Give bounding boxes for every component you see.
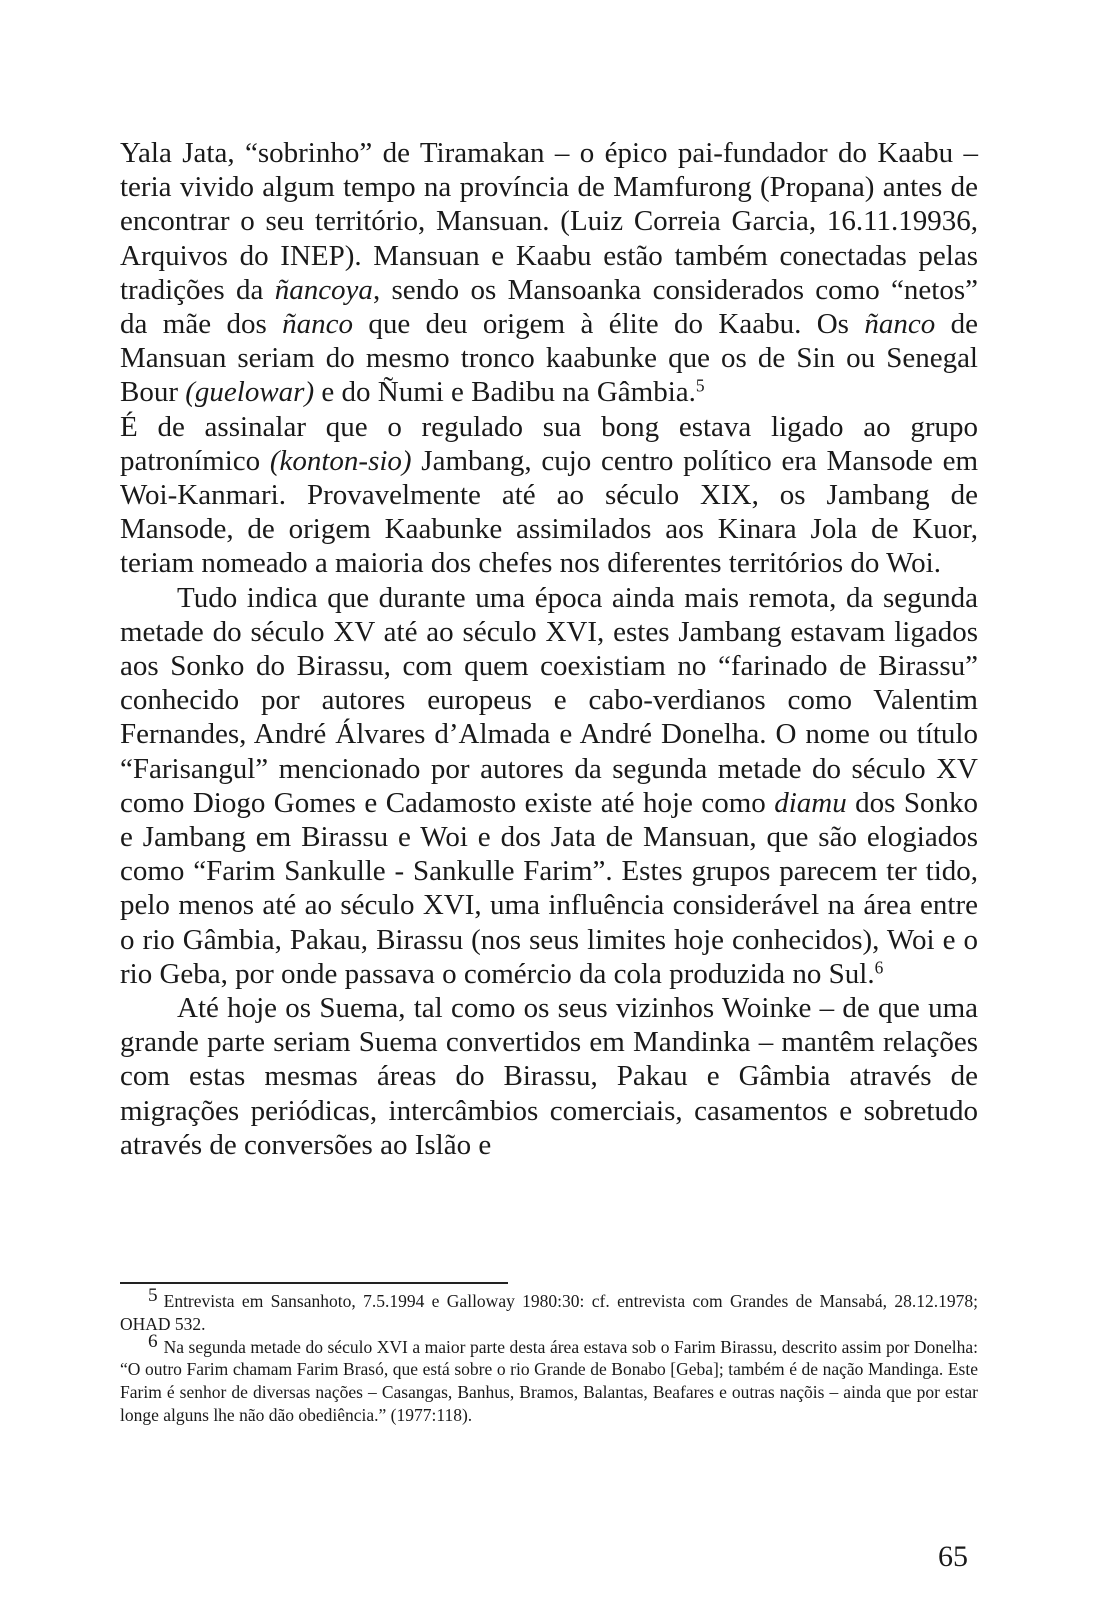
paragraph-2 — [120, 410, 978, 581]
footnote-6 — [120, 1330, 978, 1427]
term-diamu: diamu — [774, 786, 847, 819]
paragraph-1 — [120, 136, 978, 410]
footnote-text: Na segunda metade do século XVI a maior parte desta área estava sob o Farim Birassu, descrito assim por Donelha: “O outro Farim chamam Farim Brasó, que está sobre o rio Grande de Bonabo [Geba]; também é de nação Mandinga. Este Farim é senhor de diversas nações – Casangas, Banhus, Bramos, Balantas, Beafares e outras naçõis – ainda que por estar longe alguns lhe não dão obediência.” (1977:118). — [120, 1336, 978, 1425]
paragraph-1-text-2: , sendo os Mansoanka considerados como “netos” da mãe dos — [120, 273, 979, 341]
term-nancoya: ñancoya — [274, 273, 373, 306]
footnote-ref-5[interactable]: 5 — [695, 375, 705, 396]
paragraph-1-text-4: de Mansuan seriam do mesmo tronco kaabunke que os de Sin ou Senegal Bour — [120, 308, 978, 409]
page-number: 65 — [938, 1540, 968, 1573]
term-guelowar: (guelowar) — [185, 376, 315, 409]
footnote-number: 6 — [148, 1330, 158, 1352]
footnote-text: Entrevista em Sansanhoto, 7.5.1994 e Galloway 1980:30: cf. entrevista com Grandes de Mansabá, 28.12.1978; OHAD 532. — [120, 1291, 978, 1334]
paragraph-3-text-1: Tudo indica que durante uma época ainda mais remota, da segunda metade do século XV até ao século XVI, estes Jambang estavam ligados aos Sonko do Birassu, com quem coexistiam no “farinado de Birassu” conhecido por autores europeus e cabo-verdianos como Valentim Fernandes, André Álvares d’Almada e André Donelha. O nome ou título “Farisangul” mencionado por autores da segunda metade do século XV como Diogo Gomes e Cadamosto existe até hoje como — [120, 581, 978, 819]
paragraph-2-text-1: É de assinalar que o regulado sua bong estava ligado ao grupo patronímico — [120, 410, 978, 477]
footnote-separator — [120, 1282, 508, 1284]
paragraph-1-text-3: que deu origem à élite do Kaabu. Os — [353, 308, 865, 341]
term-konton-sio: (konton-sio) — [269, 444, 412, 477]
footnote-5 — [120, 1285, 978, 1336]
paragraph-1-text-5: e do Ñumi e Badibu na Gâmbia. — [314, 376, 696, 409]
paragraph-3-text-2: dos Sonko e Jambang em Birassu e Woi e dos Jata de Mansuan, que são elogiados como “Farim Sankulle - Sankulle Farim”. Estes grupos parecem ter tido, pelo menos até ao século XVI, uma influência considerável na área entre o rio Gâmbia, Pakau, Birassu (nos seus limites hoje conhecidos), Woi e o rio Geba, por onde passava o comércio da cola produzida no Sul. — [120, 786, 978, 990]
paragraph-4 — [120, 991, 978, 1162]
term-nanco: ñanco — [282, 308, 354, 341]
footnote-number: 5 — [148, 1285, 158, 1307]
main-text — [120, 136, 978, 1162]
footnotes — [120, 1285, 978, 1427]
paragraph-2-text-2: Jambang, cujo centro político era Mansode em Woi-Kanmari. Provavelmente até ao século XIX, os Jambang de Mansode, de origem Kaabunke assimilados aos Kinara Jola de Kuor, teriam nomeado a maioria dos chefes nos diferentes territórios do Woi. — [120, 444, 978, 580]
paragraph-1-text-1: Yala Jata, “sobrinho” de Tiramakan – o épico pai-fundador do Kaabu – teria vivido algum tempo na província de Mamfurong (Propana) antes de encontrar o seu território, Mansuan. (Luiz Correia Garcia, 16.11.19936, Arquivos do INEP). Mansuan e Kaabu estão também conectadas pelas tradições da — [120, 137, 978, 306]
term-nanco-2: ñanco — [864, 308, 936, 341]
footnote-ref-6[interactable]: 6 — [874, 957, 884, 978]
paragraph-4-text-1: Até hoje os Suema, tal como os seus vizinhos Woinke – de que uma grande parte seriam Suema convertidos em Mandinka – mantêm relações com estas mesmas áreas do Birassu, Pakau e Gâmbia através de migrações periódicas, intercâmbios comerciais, casamentos e sobretudo através de conversões ao Islão e — [120, 992, 978, 1161]
paragraph-3 — [120, 581, 978, 991]
